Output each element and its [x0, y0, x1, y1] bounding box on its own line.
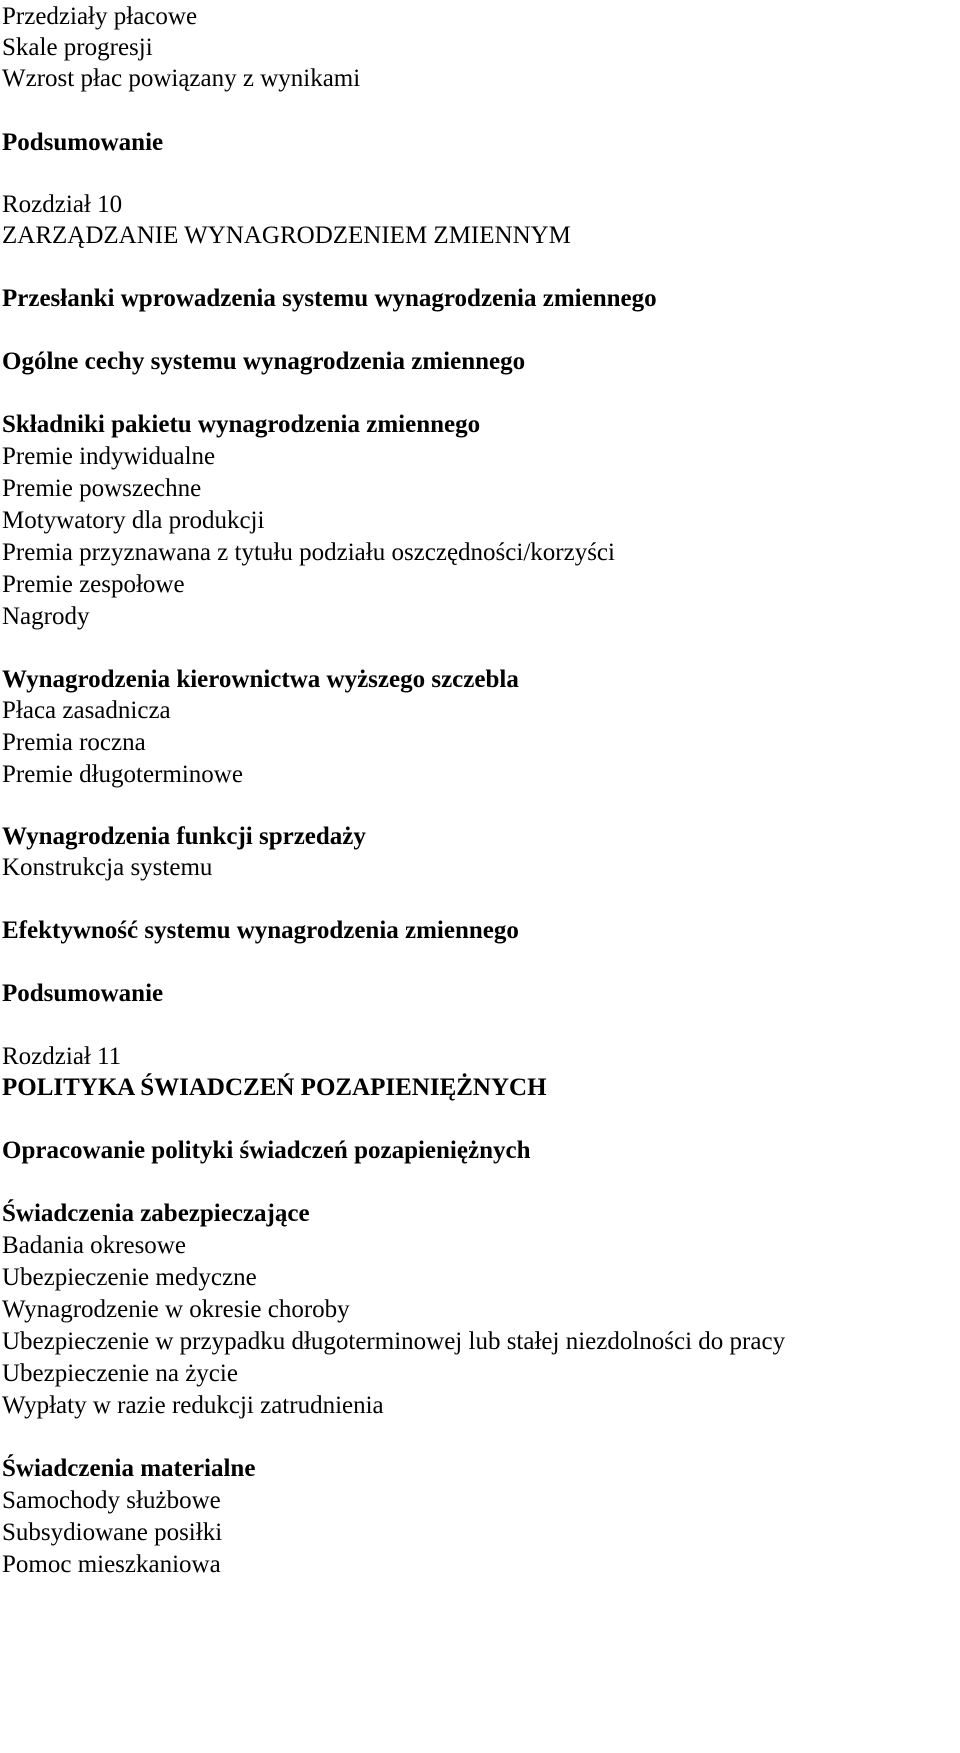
section-heading-podsumowanie-2: Podsumowanie [2, 980, 164, 1007]
toc-entry-przedzialy-placowe: Przedziały płacowe [2, 3, 198, 30]
toc-entry-placa-zasadnicza: Płaca zasadnicza [2, 697, 171, 724]
toc-entry-konstrukcja-systemu: Konstrukcja systemu [2, 854, 213, 881]
toc-entry-motywatory: Motywatory dla produkcji [2, 507, 265, 534]
chapter-number-10: Rozdział 10 [2, 191, 123, 218]
toc-entry-wzrost-plac: Wzrost płac powiązany z wynikami [2, 65, 361, 92]
toc-entry-wyplaty-redukcja: Wypłaty w razie redukcji zatrudnienia [2, 1392, 384, 1419]
section-heading-przeslanki: Przesłanki wprowadzenia systemu wynagrodzenia zmiennego [2, 285, 657, 312]
toc-entry-premie-zespolowe: Premie zespołowe [2, 571, 185, 598]
section-heading-podsumowanie: Podsumowanie [2, 129, 164, 156]
section-heading-sprzedaz: Wynagrodzenia funkcji sprzedaży [2, 823, 366, 850]
toc-entry-premia-roczna: Premia roczna [2, 729, 146, 756]
toc-entry-ubezpieczenie-medyczne: Ubezpieczenie medyczne [2, 1264, 257, 1291]
section-heading-materialne: Świadczenia materialne [2, 1455, 256, 1482]
section-heading-efektywnosc: Efektywność systemu wynagrodzenia zmiennego [2, 917, 519, 944]
toc-entry-premie-powszechne: Premie powszechne [2, 475, 202, 502]
toc-entry-pomoc-mieszkaniowa: Pomoc mieszkaniowa [2, 1551, 221, 1578]
toc-entry-samochody: Samochody służbowe [2, 1487, 221, 1514]
toc-entry-posilki: Subsydiowane posiłki [2, 1519, 223, 1546]
toc-entry-premie-dlugoterminowe: Premie długoterminowe [2, 761, 243, 788]
section-heading-opracowanie: Opracowanie polityki świadczeń pozapieniężnych [2, 1137, 531, 1164]
chapter-number-11: Rozdział 11 [2, 1043, 122, 1070]
chapter-title-11: POLITYKA ŚWIADCZEŃ POZAPIENIĘŻNYCH [2, 1074, 547, 1101]
section-heading-kierownictwo: Wynagrodzenia kierownictwa wyższego szczebla [2, 666, 519, 693]
toc-entry-premia-oszczednosci: Premia przyznawana z tytułu podziału oszczędności/korzyści [2, 539, 615, 566]
section-heading-ogolne-cechy: Ogólne cechy systemu wynagrodzenia zmiennego [2, 348, 526, 375]
toc-entry-badania-okresowe: Badania okresowe [2, 1232, 186, 1259]
toc-entry-premie-indywidualne: Premie indywidualne [2, 443, 216, 470]
chapter-title-10: ZARZĄDZANIE WYNAGRODZENIEM ZMIENNYM [2, 222, 571, 249]
toc-entry-nagrody: Nagrody [2, 603, 90, 630]
section-heading-zabezpieczajace: Świadczenia zabezpieczające [2, 1200, 310, 1227]
toc-entry-ubezpieczenie-zycie: Ubezpieczenie na życie [2, 1360, 238, 1387]
toc-entry-wynagrodzenie-choroba: Wynagrodzenie w okresie choroby [2, 1296, 350, 1323]
toc-entry-niezdolnosc: Ubezpieczenie w przypadku długoterminowej lub stałej niezdolności do pracy [2, 1328, 786, 1355]
toc-entry-skale-progresji: Skale progresji [2, 34, 153, 61]
section-heading-skladniki: Składniki pakietu wynagrodzenia zmiennego [2, 411, 481, 438]
